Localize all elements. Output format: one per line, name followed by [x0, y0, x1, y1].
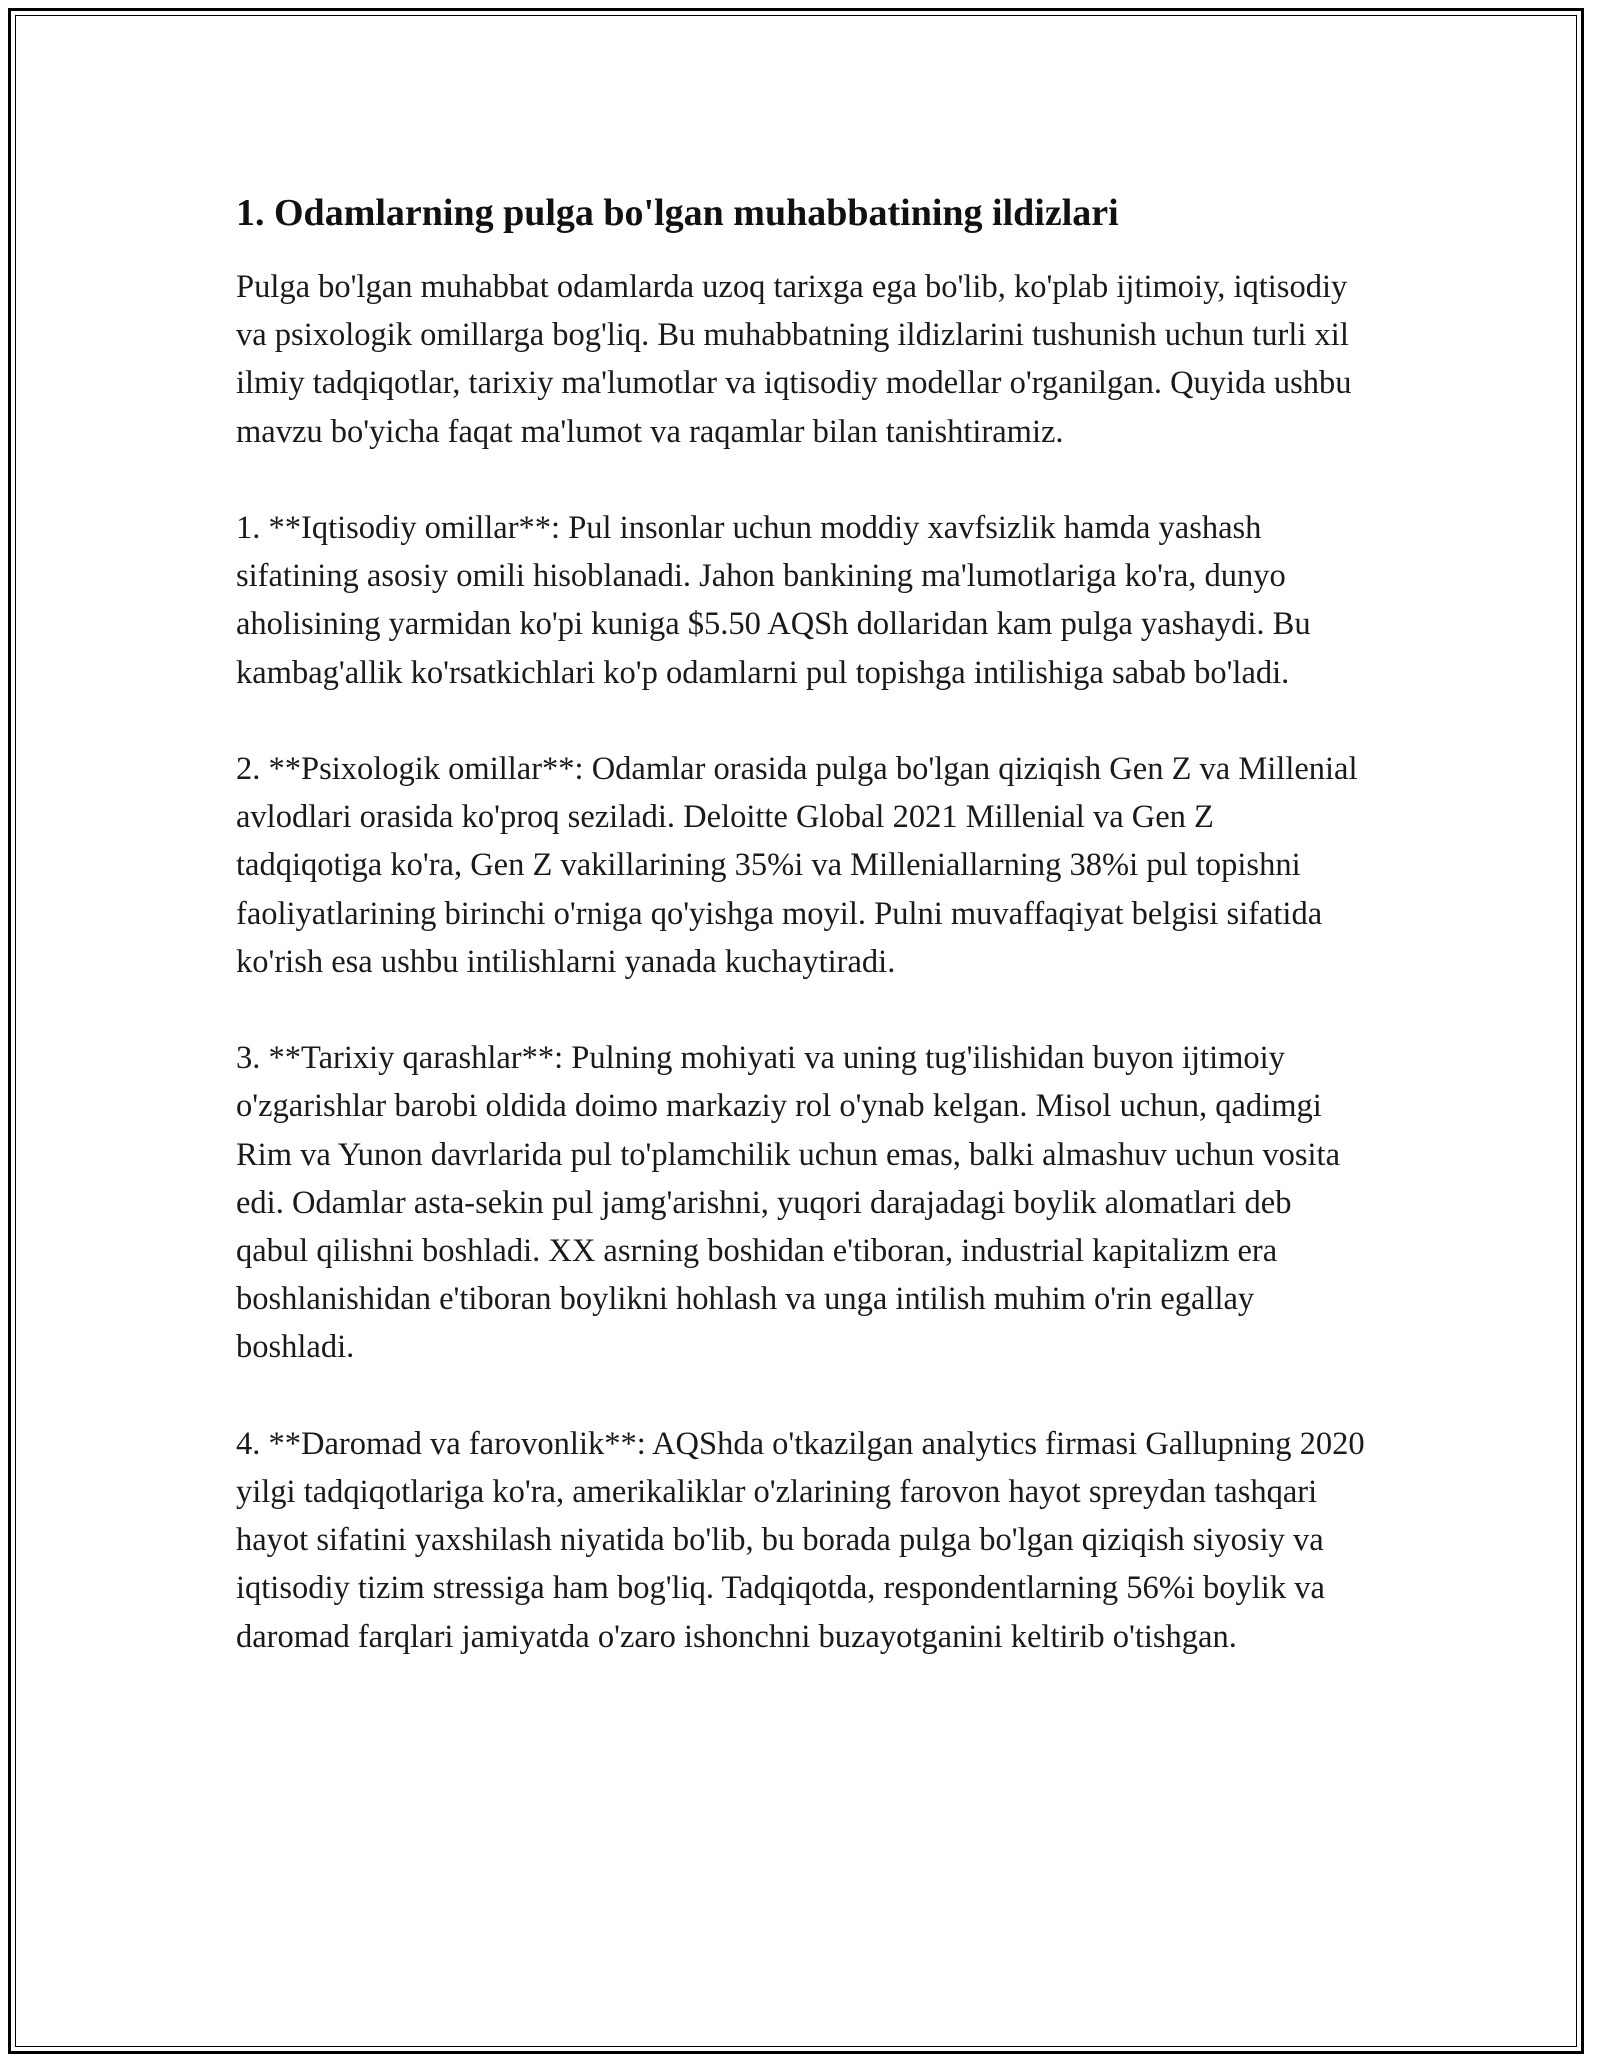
document-title: 1. Odamlarning pulga bo'lgan muhabbatining ildizlari	[236, 192, 1119, 234]
paragraph-historical-views: 3. **Tarixiy qarashlar**: Pulning mohiyati va uning tug'ilishidan buyon ijtimoiy o'zgarishlar barobi oldida doimo markaziy rol o'ynab kelgan. Misol uchun, qadimgi Rim va Yunon davrlarida pul to'plamchilik uchun emas, balki almashuv uchun vosita edi. Odamlar asta-sekin pul jamg'arishni, yuqori darajadagi boylik alomatlari deb qabul qilishni boshladi. XX asrning boshidan e'tiboran, industrial kapitalizm era boshlanishidan e'tiboran boylikni hohlash va unga intilish muhim o'rin egallay boshladi.	[236, 1040, 1341, 1366]
paragraph-psychological-factors: 2. **Psixologik omillar**: Odamlar orasida pulga bo'lgan qiziqish Gen Z va Millenial avlodlari orasida ko'proq seziladi. Deloitte Global 2021 Millenial va Gen Z tadqiqotiga ko'ra, Gen Z vakillarining 35%i va Milleniallarning 38%i pul topishni faoliyatlarining birinchi o'rniga qo'yishga moyil. Pulni muvaffaqiyat belgisi sifatida ko'rish esa ushbu intilishlarni yanada kuchaytiradi.	[236, 751, 1358, 980]
paragraph-income-welfare: 4. **Daromad va farovonlik**: AQShda o'tkazilgan analytics firmasi Gallupning 2020 yilgi tadqiqotlariga ko'ra, amerikaliklar o'zlarining farovon hayot spreydan tashqari hayot sifatini yaxshilash niyatida bo'lib, bu borada pulga bo'lgan qiziqish siyosiy va iqtisodiy tizim stressiga ham bog'liq. Tadqiqotda, respondentlarning 56%i boylik va daromad farqlari jamiyatda o'zaro ishonchni buzayotganini keltirib o'tishgan.	[236, 1425, 1365, 1655]
paragraph-intro: Pulga bo'lgan muhabbat odamlarda uzoq tarixga ega bo'lib, ko'plab ijtimoiy, iqtisodiy va psixologik omillarga bog'liq. Bu muhabbatning ildizlarini tushunish uchun turli xil ilmiy tadqiqotlar, tarixiy ma'lumotlar va iqtisodiy modellar o'rganilgan. Quyida ushbu mavzu bo'yicha faqat ma'lumot va raqamlar bilan tanishtiramiz.	[236, 269, 1352, 450]
document-body	[236, 185, 1366, 1709]
paragraph-economic-factors: 1. **Iqtisodiy omillar**: Pul insonlar uchun moddiy xavfsizlik hamda yashash sifatining asosiy omili hisoblanadi. Jahon bankining ma'lumotlariga ko'ra, dunyo aholisining yarmidan ko'pi kuniga $5.50 AQSh dollaridan kam pulga yashaydi. Bu kambag'allik ko'rsatkichlari ko'p odamlarni pul topishga intilishiga sabab bo'ladi.	[236, 510, 1311, 691]
